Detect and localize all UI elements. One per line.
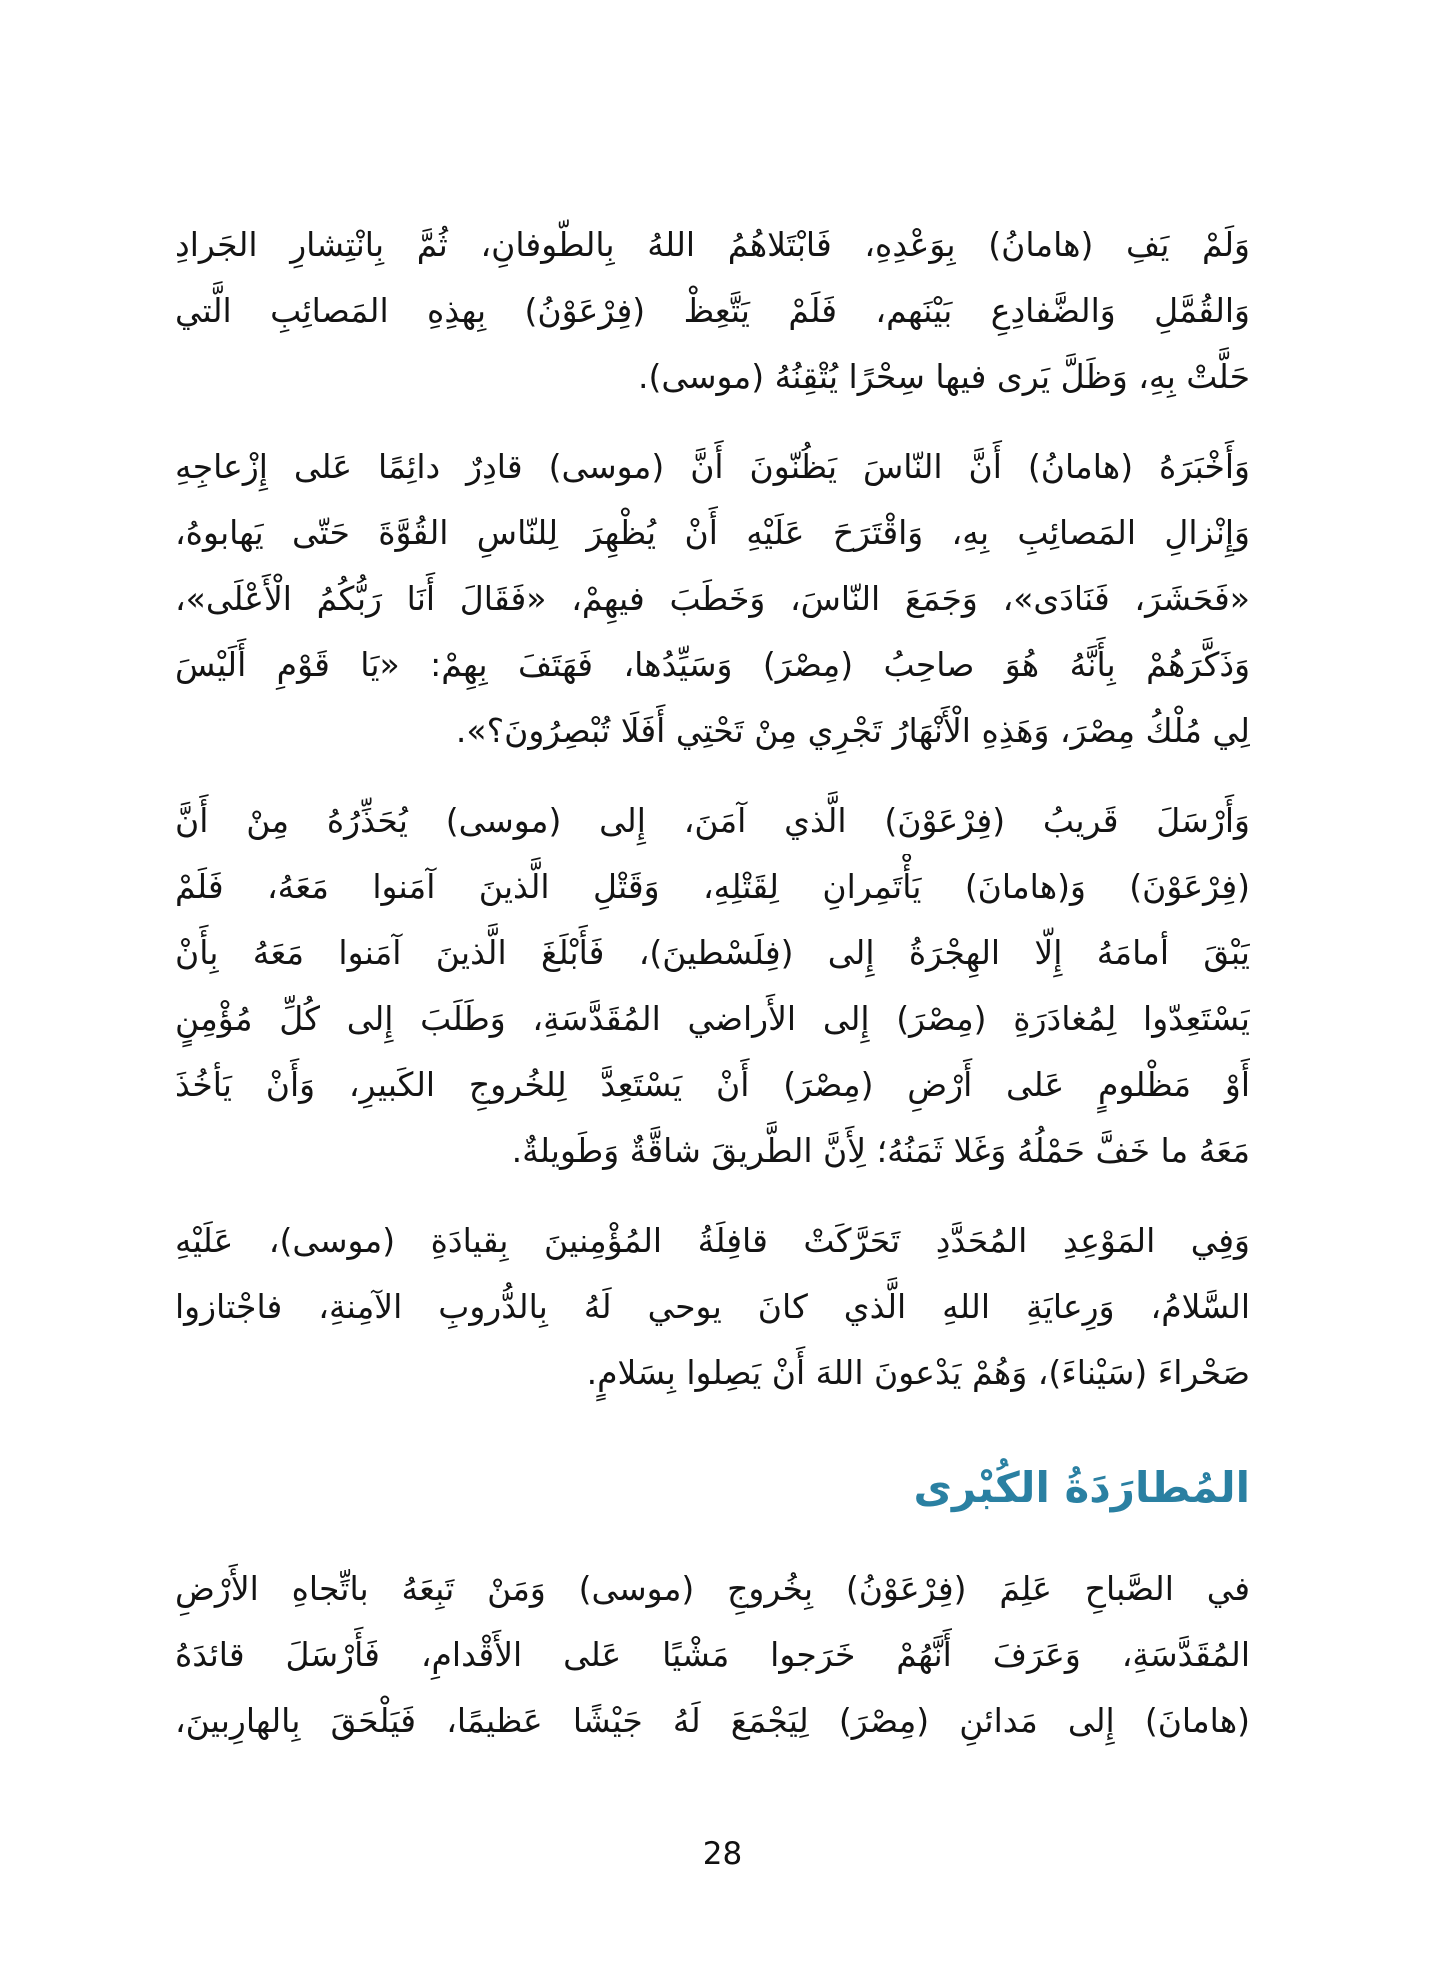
text-line: يَسْتَعِدّوا لِمُغادَرَةِ (مِصْرَ) إِلى الأَراضي المُقَدَّسَةِ، وَطَلَبَ إِلى كُلِّ مُؤْمِنٍ	[175, 999, 1250, 1038]
text-line: وَأَرْسَلَ قَريبُ (فِرْعَوْنَ) الَّذي آمَنَ، إِلى (موسى) يُحَذِّرُهُ مِنْ أَنَّ	[175, 801, 1250, 840]
paragraph	[175, 434, 1250, 764]
text-line: (هامانَ) إِلى مَدائنِ (مِصْرَ) لِيَجْمَعَ لَهُ جَيْشًا عَظيمًا، فَيَلْحَقَ بِالهارِبينَ،	[175, 1701, 1250, 1740]
paragraph	[175, 1556, 1250, 1754]
text-line: أَوْ مَظْلومٍ عَلى أَرْضِ (مِصْرَ) أَنْ يَسْتَعِدَّ لِلخُروجِ الكَبيرِ، وَأَنْ يَأخُذَ	[175, 1065, 1250, 1104]
text-line: يَبْقَ أمامَهُ إِلّا الهِجْرَةُ إِلى (فِلَسْطينَ)، فَأَبْلَغَ الَّذينَ آمَنوا مَعَهُ بِأَنْ	[175, 933, 1250, 972]
text-line: (فِرْعَوْنَ) وَ(هامانَ) يَأْتَمِرانِ لِقَتْلِهِ، وَقَتْلِ الَّذينَ آمَنوا مَعَهُ، فَلَمْ	[175, 867, 1250, 906]
text-line: المُقَدَّسَةِ، وَعَرَفَ أَنَّهُمْ خَرَجوا مَشْيًا عَلى الأَقْدامِ، فَأَرْسَلَ قائدَهُ	[175, 1635, 1250, 1674]
paragraph	[175, 1208, 1250, 1406]
text-line: حَلَّتْ بِهِ، وَظَلَّ يَرى فيها سِحْرًا يُتْقِنُهُ (موسى).	[637, 357, 1250, 396]
text-block	[175, 212, 1250, 1778]
text-line: وَإِنْزالِ المَصائِبِ بِهِ، وَاقْتَرَحَ عَلَيْهِ أَنْ يُظْهِرَ لِلنّاسِ القُوَّةَ حَتّى يَهابوهُ،	[175, 513, 1250, 552]
paragraph	[175, 212, 1250, 410]
text-line: وَفِي المَوْعِدِ المُحَدَّدِ تَحَرَّكَتْ قافِلَةُ المُؤْمِنينَ بِقيادَةِ (موسى)، عَلَيْهِ	[175, 1221, 1250, 1260]
text-line: صَحْراءَ (سَيْناءَ)، وَهُمْ يَدْعونَ اللهَ أَنْ يَصِلوا بِسَلامٍ.	[586, 1353, 1250, 1392]
section-heading: المُطارَدَةُ الكُبْرى	[913, 1463, 1250, 1512]
text-line: وَأَخْبَرَهُ (هامانُ) أَنَّ النّاسَ يَظُنّونَ أَنَّ (موسى) قادِرٌ دائِمًا عَلى إِزْعاجِهِ	[175, 447, 1250, 486]
paragraph	[175, 788, 1250, 1184]
text-line: لِي مُلْكُ مِصْرَ، وَهَذِهِ الْأَنْهَارُ تَجْرِي مِنْ تَحْتِي أَفَلَا تُبْصِرُونَ؟».	[455, 711, 1250, 750]
text-line: وَالقُمَّلِ وَالضَّفادِعِ بَيْنَهم، فَلَمْ يَتَّعِظْ (فِرْعَوْنُ) بِهذِهِ المَصائِبِ الَّتي	[175, 291, 1250, 330]
text-line: السَّلامُ، وَرِعايَةِ اللهِ الَّذي كانَ يوحي لَهُ بِالدُّروبِ الآمِنةِ، فاجْتازوا	[175, 1287, 1250, 1326]
text-line: مَعَهُ ما خَفَّ حَمْلُهُ وَغَلا ثَمَنُهُ؛ لِأَنَّ الطَّريقَ شاقَّةٌ وَطَويلةٌ.	[511, 1131, 1250, 1170]
text-line: «فَحَشَرَ، فَنَادَى»، وَجَمَعَ النّاسَ، وَخَطَبَ فيهِمْ، «فَقَالَ أَنَا رَبُّكُمُ الْأَعْلَى»،	[175, 579, 1250, 618]
page-number: 28	[702, 1836, 743, 1872]
text-line: في الصَّباحِ عَلِمَ (فِرْعَوْنُ) بِخُروجِ (موسى) وَمَنْ تَبِعَهُ باتِّجاهِ الأَرْضِ	[175, 1569, 1250, 1608]
text-line: وَلَمْ يَفِ (هامانُ) بِوَعْدِهِ، فَابْتَلاهُمُ اللهُ بِالطّوفانِ، ثُمَّ بِانْتِشارِ الجَرادِ	[175, 225, 1250, 264]
text-line: وَذَكَّرَهُمْ بِأَنَّهُ هُوَ صاحِبُ (مِصْرَ) وَسَيِّدُها، فَهَتَفَ بِهِمْ: «يَا قَوْمِ أَلَيْسَ	[175, 645, 1250, 684]
